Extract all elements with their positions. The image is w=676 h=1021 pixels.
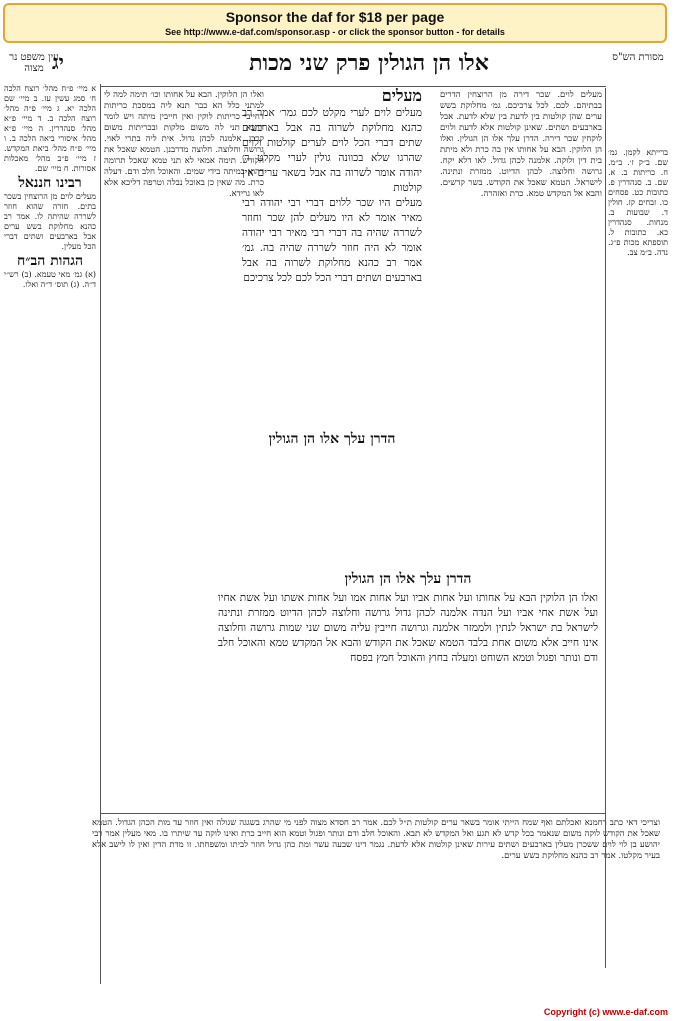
mishnah-opening-word: מעלים [381, 88, 422, 105]
hagahot-title: הגהות הב״ח [16, 253, 84, 269]
rashi-text: מעלים לוים. שכר דירה מן הרוצחין הדרים בבתיהם. לכם. לכל צרכיכם. גמ׳ מחלוקת בשש ערים שהן קולטות בין לדעת בין שלא לדעת. אבל בארבעים ושתים. שאינן קולטות אלא לדעת ולוים לוקחין שכר דירה. הדרן עלך אלו הן הגולין. ואלו הן הלוקין. הבא על אחותו אין בה כרת ולא מיתת בית דין ולוקה. אלמנה לכהן גדול. לאו דלא יקח. גרושה וחלוצה. לכהן הדיוט. ממזרת ונתינה. לישראל. הטמא שאכל את הקודש. בשר קדשים. והבא אל המקדש טמא. כרת ואזהרה. [440, 90, 602, 199]
rabbenu-chananel-text: מעלים לוים מן הרוצחין בשכר בתים. חזרה שהוא חוזר לשררה שהיתה לו. אמר רב כהנא מחלוקת בשש ערים אבל בארבעים ושתים דברי הכל מעלין. [4, 192, 96, 251]
divider [605, 88, 606, 968]
ein-mishpat-text: א מיי׳ פ״ח מהל׳ רוצח הלכה ח׳ סמג עשין עז. ב מיי׳ שם הלכה יא. ג מיי׳ פ״ה מהל׳ רוצח הלכה ב. ד מיי׳ פ״א מהל׳ סנהדרין. ה מיי׳ פ״א מהל׳ איסורי ביאה הלכה ב. ו מיי׳ פ״ח מהל׳ ביאת המקדש. ז מיי׳ פ״ב מהל׳ מאכלות אסורות. ח מיי׳ שם. [4, 84, 96, 173]
mishnah-block [242, 88, 422, 388]
gemara-top-text: מעלים היו שכר ללוים דברי רבי יהודה רבי מאיר אומר לא היו מעלים להן שכר וחוזר לשררה שהיה בה דברי רבי מאיר רבי יהודה אומר לא היה חוזר לשררה שהיה בה. גמ׳ אמר רב כהנא מחלוקת לשרוה בה אבל בארבעים ושתים דברי הכל לכם לכל צרכיכם [242, 197, 422, 284]
sponsor-title: Sponsor the daf for $18 per page [225, 9, 445, 25]
hagahot-text: (א) גמ׳ מאי טעמא. (ב) רש״י ד״ה. (ג) תוס׳ ד״ה ואלו. [4, 270, 96, 289]
mishnah-text: מעלים לוים לערי מקלט לכם גמר׳ אמר רב כהנא מחלוקת לשרוה בה אבל בארבעים שתים דברי הכל לוים לערים קולטות ולוים שהרגו שלא בכוונה גולין לערי מקלט ר׳ יהודה אומר לשרוה בה אבל בשאר ערים אין קולטות [242, 107, 422, 194]
rabbenu-chananel-title: רבינו חננאל [18, 175, 82, 191]
divider [100, 84, 101, 984]
tosafot-column [104, 90, 264, 745]
hadran-heading: הדרן עלך אלו הן הגולין [268, 431, 396, 447]
divider [100, 813, 606, 814]
divider [100, 86, 606, 87]
sponsor-banner[interactable] [3, 3, 667, 43]
page-title: אלו הן הגולין פרק שני מכות [249, 50, 489, 76]
copyright-link[interactable]: Copyright (c) www.e-daf.com [543, 1007, 668, 1017]
ein-mishpat-label: עין משפט נר מצוה [9, 52, 59, 74]
bottom-commentary-text: וצריכי דאי כתב רחמנא ואכלתם ואף שמח הייתי אומר בשאר ערים קולטות ת״ל לכם. אמר רב חסדא מצוה לפני מי שהרג בשגגה שגולה ואין חוזר עד מות הכהן הגדול. הטמא שאכל את הקודש לוקה משום שנאמר בכל קדש לא תגע ואל המקדש לא תבא. והאוכל חלב ודם ונותר ופגול וטמא הוא חייב כרת ואינו לוקה עד שיתרו בו. מאי מעלין אמר רבי יהושע בן לוי לוים ששכרן מעלין בארבעים ושתים עירות שאינן קולטות אלא לדעת. נגמר דינו שבעה עשר ומת כהן גדול חוזר לביתו ומשפחתו. זו מדת הדין ואין לו לישב אלא בעיר מקלטו. אמר רב כהנא מחלוקת בשש ערים. [92, 818, 660, 861]
page-number: יג [52, 50, 64, 74]
gemara-main-text: ואלו הן הלוקין הבא על אחותו ועל אחות אביו ועל אחות אמו ועל אחות אשתו ועל אשת אחיו ועל אשת אחי אביו ועל הנדה אלמנה לכהן גדול גרושה וחלוצה לכהן הדיוט ממזרת ונתינה לישראל בת ישראל לנתין ולממזר אלמנה וגרושה חייבין עליה משום שני שמות גרושה וחלוצה אינו חייב אלא משום אחת בלבד הטמא שאכל את הקודש והבא אל המקדש טמא והאוכל חלב ודם ונותר ופגול וטמא השוחט ומעלה בחוץ והאוכל חמץ בפסח [218, 592, 598, 664]
ein-mishpat-column [4, 84, 96, 984]
masoret-hashas-label: מסורת הש"ס [612, 52, 664, 63]
gemara-wide-block [218, 568, 598, 808]
bottom-commentary [92, 818, 660, 998]
masoret-hashas-text: ברייתא לקמן. גמ׳ שם. ב״ק ז׳. ב״מ. ח. כריתות ב. א. שם. ב. סנהדרין פ. כתובות כט. פסחים כו. זבחים קז. חולין ד. שבועות ב. מנחות. סנהדרין כא. כתובות ל. תוספתא מכות פ״ג. נדה. ב״מ צב. [608, 148, 668, 257]
hadran-heading-main: הדרן עלך אלו הן הגולין [344, 571, 472, 587]
tosafot-text: ואלו הן הלוקין. הבא על אחותו וכו׳ תימה למה לי למתני כלל הא כבר תנא ליה במסכת כריתות דחייבי כריתות לוקין ואין חייבין מיתה ויש לומר דהכא תני לה משום מלקות ובכריתות משום קרבן. אלמנה לכהן גדול. אית ליה בתרי לאוי. גרושה וחלוצה. חלוצה מדרבנן. הטמא שאכל את הקודש. תימה אמאי לא תני טמא שאכל תרומה דהוא במיתה בידי שמים. והאוכל חלב ודם. דעלה כרת. מה שאין כן באוכל נבלה וטרפה דליכא אלא לאו גרידא. [104, 90, 264, 199]
page-header [4, 48, 668, 84]
talmud-page [4, 48, 668, 1008]
sponsor-subtitle[interactable]: See http://www.e-daf.com/sponsor.asp - or click the sponsor button - for details [165, 27, 505, 37]
